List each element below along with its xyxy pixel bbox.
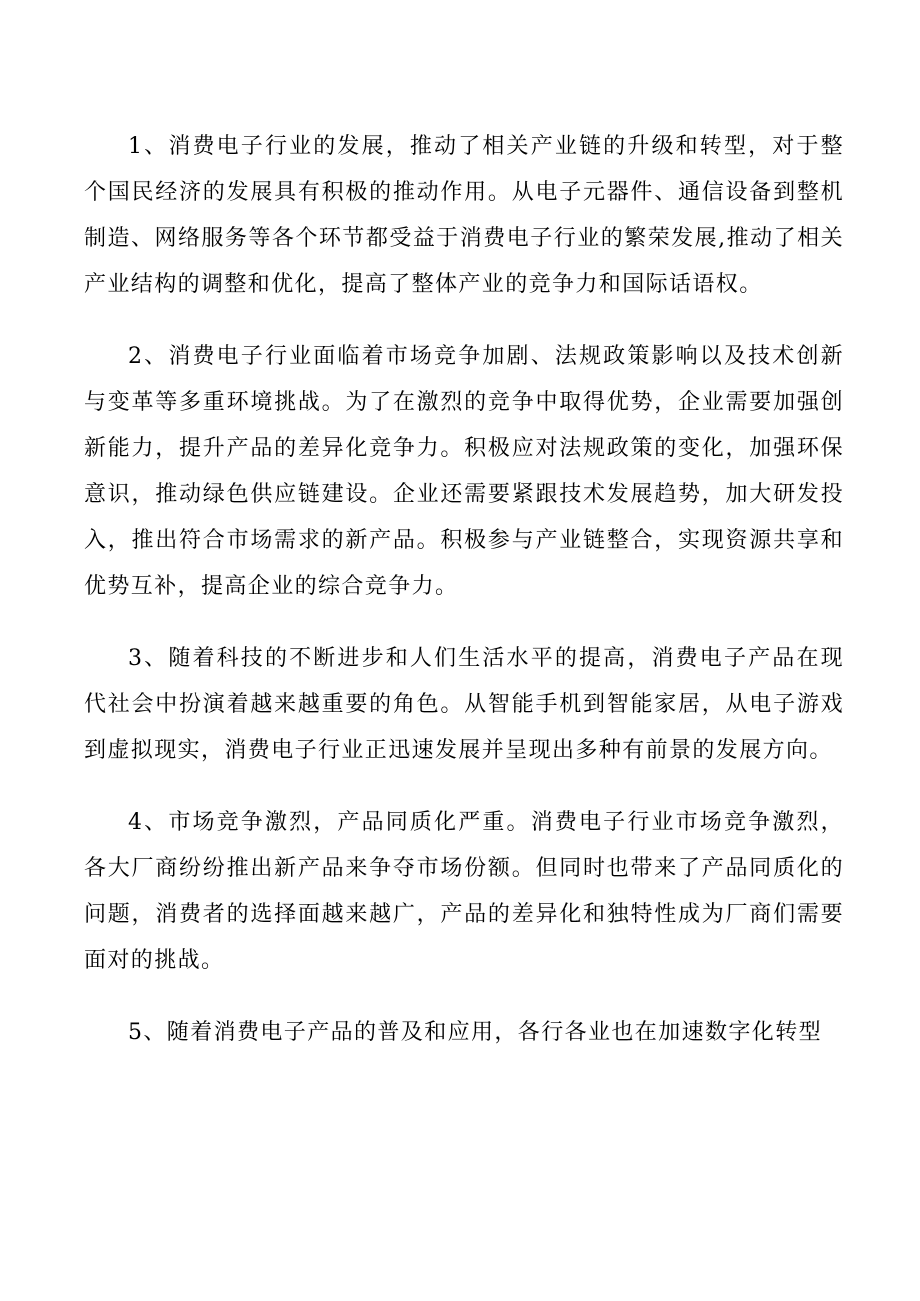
paragraph-4: 4、市场竞争激烈，产品同质化严重。消费电子行业市场竞争激烈，各大厂商纷纷推出新产品来争夺市场份额。但同时也带来了产品同质化的问题，消费者的选择面越来越广，产品的差异化和独特性成为厂商们需要面对的挑战。: [84, 810, 844, 973]
document-body: [84, 124, 844, 1082]
paragraph-2: 2、消费电子行业面临着市场竞争加剧、法规政策影响以及技术创新与变革等多重环境挑战。为了在激烈的竞争中取得优势，企业需要加强创新能力，提升产品的差异化竞争力。积极应对法规政策的变化，加强环保意识，推动绿色供应链建设。企业还需要紧跟技术发展趋势，加大研发投入，推出符合市场需求的新产品。积极参与产业链整合，实现资源共享和优势互补，提高企业的综合竞争力。: [84, 344, 844, 599]
paragraph-1: 1、消费电子行业的发展，推动了相关产业链的升级和转型，对于整个国民经济的发展具有积极的推动作用。从电子元器件、通信设备到整机制造、网络服务等各个环节都受益于消费电子行业的繁荣发展,推动了相关产业结构的调整和优化，提高了整体产业的竞争力和国际话语权。: [84, 134, 844, 297]
paragraph-5: 5、随着消费电子产品的普及和应用，各行各业也在加速数字化转型: [128, 1020, 822, 1045]
paragraph-3: 3、随着科技的不断进步和人们生活水平的提高，消费电子产品在现代社会中扮演着越来越重要的角色。从智能手机到智能家居，从电子游戏到虚拟现实，消费电子行业正迅速发展并呈现出多种有前景的发展方向。: [84, 646, 844, 763]
